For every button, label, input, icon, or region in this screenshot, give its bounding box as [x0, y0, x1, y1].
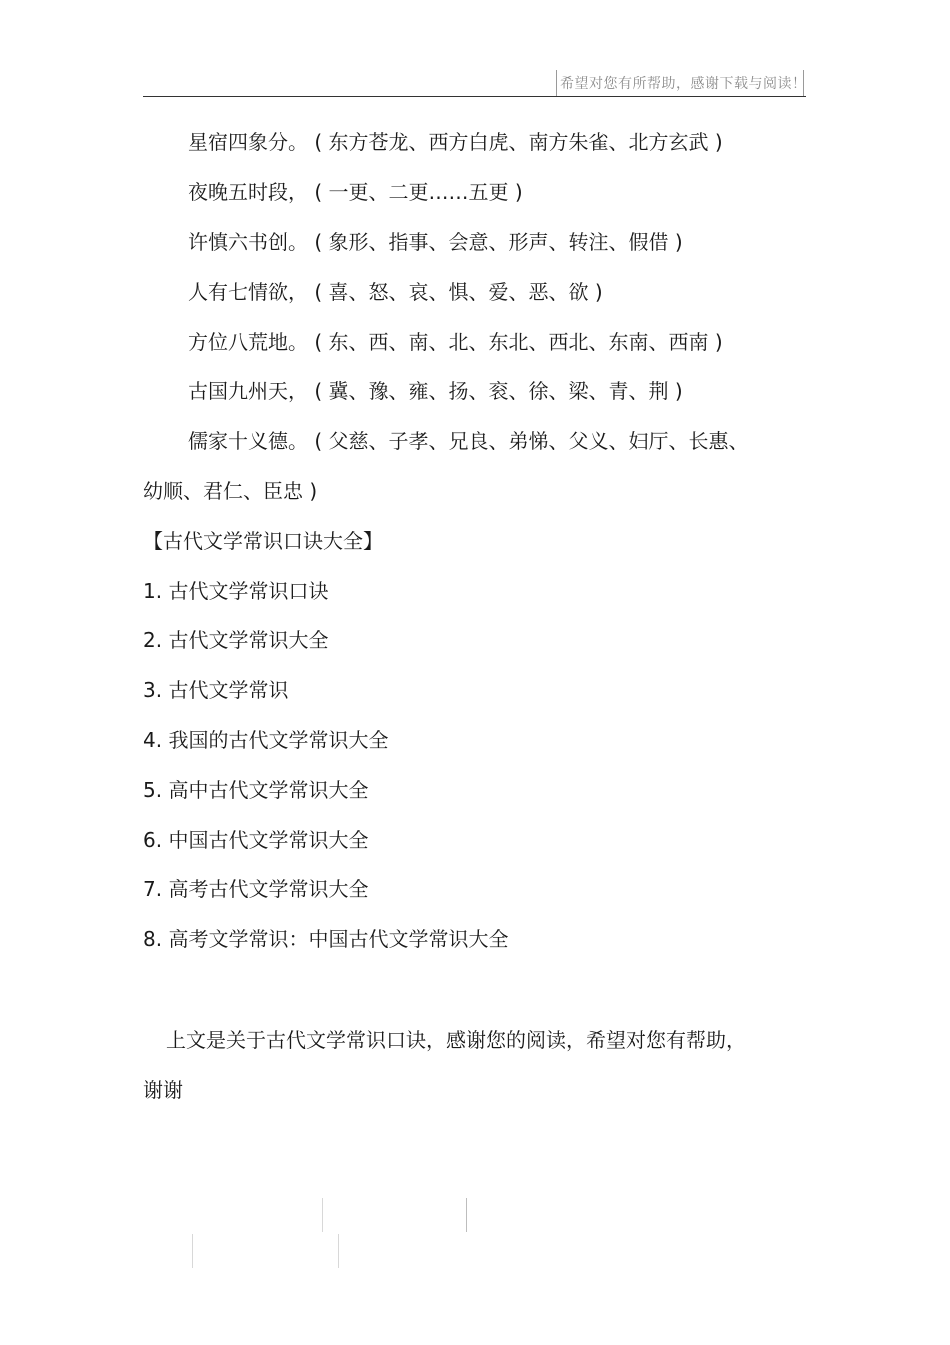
header-slogan: 希望对您有所帮助，感谢下载与阅读！: [560, 76, 807, 92]
verse-line: 星宿四象分。 ( 东方苍龙、西方白虎、南方朱雀、北方玄武 ): [188, 130, 723, 154]
list-item: 6. 中国古代文学常识大全: [143, 828, 369, 852]
faint-vertical-mark: [322, 1198, 323, 1232]
list-item: 5. 高中古代文学常识大全: [143, 778, 369, 802]
verse-line: 古国九州天， ( 冀、豫、雍、扬、衮、徐、梁、青、荆 ): [188, 379, 683, 403]
section-title: 【古代文学常识口诀大全】: [143, 529, 383, 553]
closing-paragraph-line: 谢谢: [143, 1078, 183, 1102]
list-item: 7. 高考古代文学常识大全: [143, 877, 369, 901]
verse-line: 夜晚五时段， ( 一更、二更……五更 ): [188, 180, 523, 204]
verse-line: 儒家十义德。 ( 父慈、子孝、兄良、弟悌、父义、妇厅、长惠、: [188, 429, 749, 453]
list-item: 2. 古代文学常识大全: [143, 628, 329, 652]
list-item: 3. 古代文学常识: [143, 678, 289, 702]
closing-paragraph-line: 上文是关于古代文学常识口诀，感谢您的阅读，希望对您有帮助，: [166, 1028, 746, 1052]
list-item: 4. 我国的古代文学常识大全: [143, 728, 389, 752]
verse-line: 许慎六书创。 ( 象形、指事、会意、形声、转注、假借 ): [188, 230, 683, 254]
verse-line: 方位八荒地。 ( 东、西、南、北、东北、西北、东南、西南 ): [188, 330, 723, 354]
faint-vertical-mark: [466, 1198, 467, 1232]
faint-vertical-mark: [338, 1234, 339, 1268]
header-rule: [143, 96, 806, 97]
faint-vertical-mark: [192, 1234, 193, 1268]
verse-continuation: 幼顺、君仁、臣忠 ): [143, 479, 318, 503]
list-item: 8. 高考文学常识：中国古代文学常识大全: [143, 927, 509, 951]
list-item: 1. 古代文学常识口诀: [143, 579, 329, 603]
verse-line: 人有七情欲， ( 喜、怒、哀、惧、爱、恶、欲 ): [188, 280, 603, 304]
